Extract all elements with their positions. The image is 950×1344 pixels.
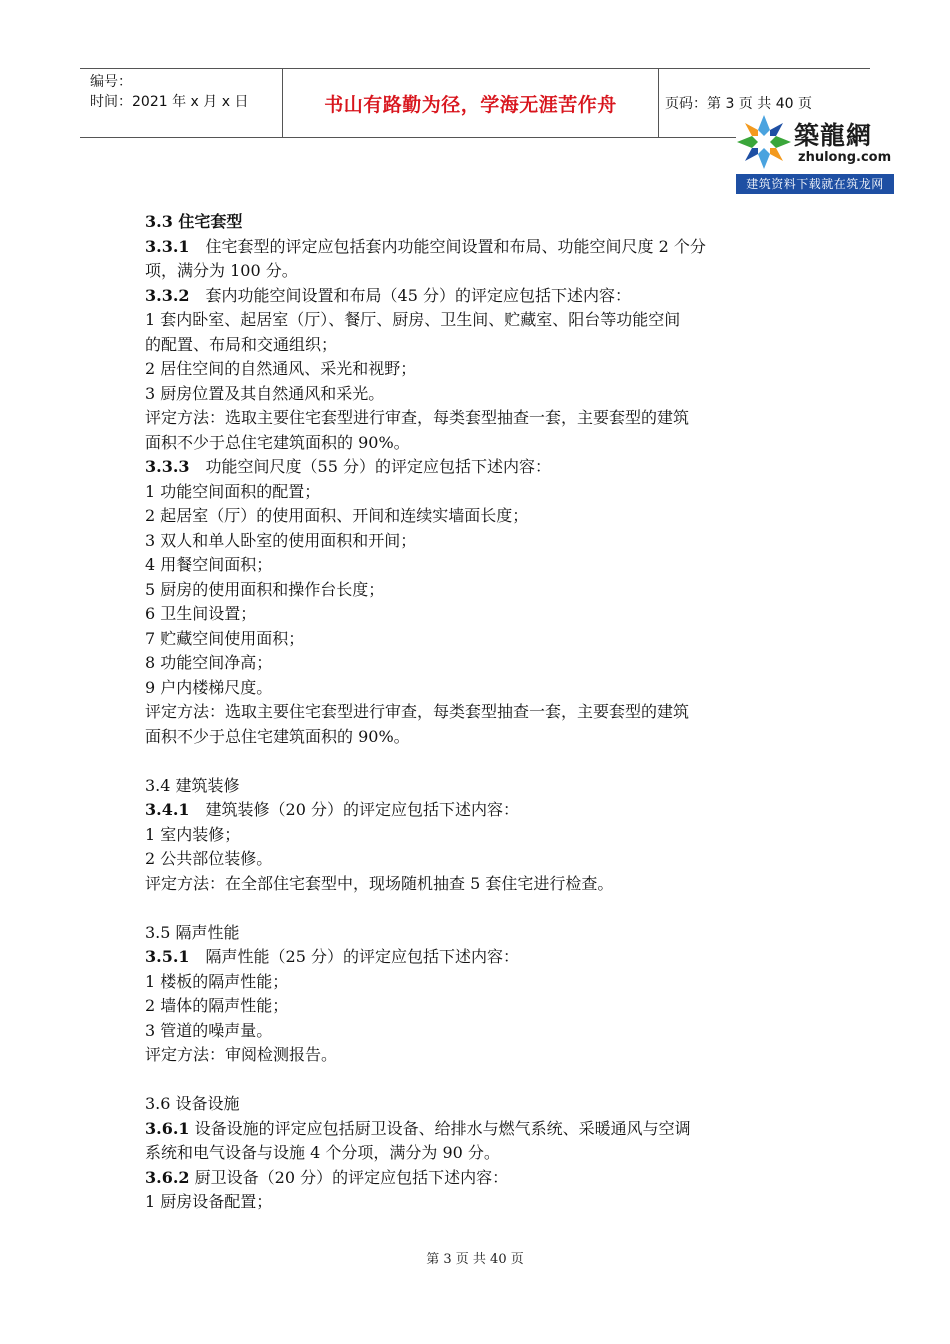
method-text: 面积不少于总住宅建筑面积的 90%。 [145, 432, 410, 452]
clause-text: 建筑装修（20 分）的评定应包括下述内容： [189, 800, 519, 819]
clause-text: 功能空间尺度（55 分）的评定应包括下述内容： [189, 457, 551, 476]
clause [145, 284, 825, 309]
clause [145, 455, 825, 480]
method-text: 评定方法：选取主要住宅套型进行审查，每类套型抽查一套，主要套型的建筑 [145, 702, 690, 721]
clause [145, 798, 825, 823]
spacer [145, 1068, 825, 1093]
section-title: 3.6 设备设施 [145, 1094, 240, 1113]
clause-text: 厨卫设备（20 分）的评定应包括下述内容： [189, 1167, 509, 1187]
clause-number: 3.3.1 [145, 236, 190, 256]
spacer [145, 896, 825, 921]
document-body [145, 210, 825, 1215]
clause-number: 3.3.3 [145, 457, 190, 476]
list-item: 2 居住空间的自然通风、采光和视野； [145, 359, 417, 378]
section-title: 3.4 建筑装修 [145, 775, 240, 795]
header-left [90, 72, 248, 112]
clause-number: 3.3.2 [145, 285, 190, 305]
clause-continuation: 系统和电气设备与设施 4 个分项，满分为 90 分。 [145, 1143, 500, 1162]
date-line: 时间：2021 年 x 月 x 日 [90, 94, 249, 110]
list-item: 8 功能空间净高； [145, 653, 273, 672]
clause-text: 设备设施的评定应包括厨卫设备、给排水与燃气系统、采暖通风与空调 [189, 1118, 691, 1138]
clause-text: 住宅套型的评定应包括套内功能空间设置和布局、功能空间尺度 2 个分 [189, 236, 706, 256]
list-item: 2 起居室（厅）的使用面积、开间和连续实墙面长度； [145, 506, 529, 525]
list-item: 2 公共部位装修。 [145, 849, 273, 868]
method-text: 面积不少于总住宅建筑面积的 90%。 [145, 726, 410, 746]
list-item: 2 墙体的隔声性能； [145, 996, 289, 1015]
list-item: 的配置、布局和交通组织； [145, 334, 338, 354]
list-item: 7 贮藏空间使用面积； [145, 628, 305, 648]
page-footer: 第 3 页 共 40 页 [426, 1252, 524, 1267]
motto: 书山有路勤为径，学海无涯苦作舟 [324, 93, 617, 116]
list-item: 5 厨房的使用面积和操作台长度； [145, 579, 385, 599]
snowflake-logo-icon [736, 112, 792, 172]
spacer [145, 749, 825, 774]
clause-text: 隔声性能（25 分）的评定应包括下述内容： [189, 947, 519, 966]
section-title: 3.3 住宅套型 [145, 212, 243, 231]
clause [145, 235, 825, 260]
list-item: 1 套内卧室、起居室（厅）、餐厅、厨房、卫生间、贮藏室、阳台等功能空间 [145, 310, 681, 329]
logo-domain: zhulong.com [798, 150, 892, 165]
method-text: 评定方法：在全部住宅套型中，现场随机抽查 5 套住宅进行检查。 [145, 873, 614, 893]
list-item: 1 功能空间面积的配置； [145, 481, 321, 501]
list-item: 3 厨房位置及其自然通风和采光。 [145, 383, 385, 403]
clause-number: 3.6.1 [145, 1118, 190, 1138]
clause-text: 套内功能空间设置和布局（45 分）的评定应包括下述内容： [189, 285, 631, 305]
list-item: 1 楼板的隔声性能； [145, 971, 289, 991]
list-item: 1 室内装修； [145, 824, 241, 844]
list-item: 3 管道的噪声量。 [145, 1020, 273, 1040]
clause [145, 945, 825, 970]
list-item: 4 用餐空间面积； [145, 555, 273, 574]
page-info: 页码：第 3 页 共 40 页 [665, 96, 812, 112]
list-item: 1 厨房设备配置； [145, 1192, 273, 1211]
zhulong-logo [736, 112, 894, 194]
clause [145, 1117, 825, 1142]
clause-continuation: 项，满分为 100 分。 [145, 261, 298, 280]
list-item: 3 双人和单人卧室的使用面积和开间； [145, 530, 417, 550]
section-title: 3.5 隔声性能 [145, 922, 240, 942]
logo-slogan: 建筑资料下载就在筑龙网 [736, 174, 894, 194]
list-item: 9 户内楼梯尺度。 [145, 677, 273, 697]
clause-number: 3.5.1 [145, 947, 190, 966]
clause-number: 3.4.1 [145, 800, 190, 819]
list-item: 6 卫生间设置； [145, 604, 257, 623]
logo-name: 築龍網 [794, 121, 873, 150]
serial-label: 编号： [90, 74, 132, 90]
header-divider [658, 69, 659, 137]
method-text: 评定方法：选取主要住宅套型进行审查，每类套型抽查一套，主要套型的建筑 [145, 408, 690, 427]
clause-number: 3.6.2 [145, 1167, 190, 1187]
method-text: 评定方法：审阅检测报告。 [145, 1045, 338, 1064]
clause [145, 1166, 825, 1191]
